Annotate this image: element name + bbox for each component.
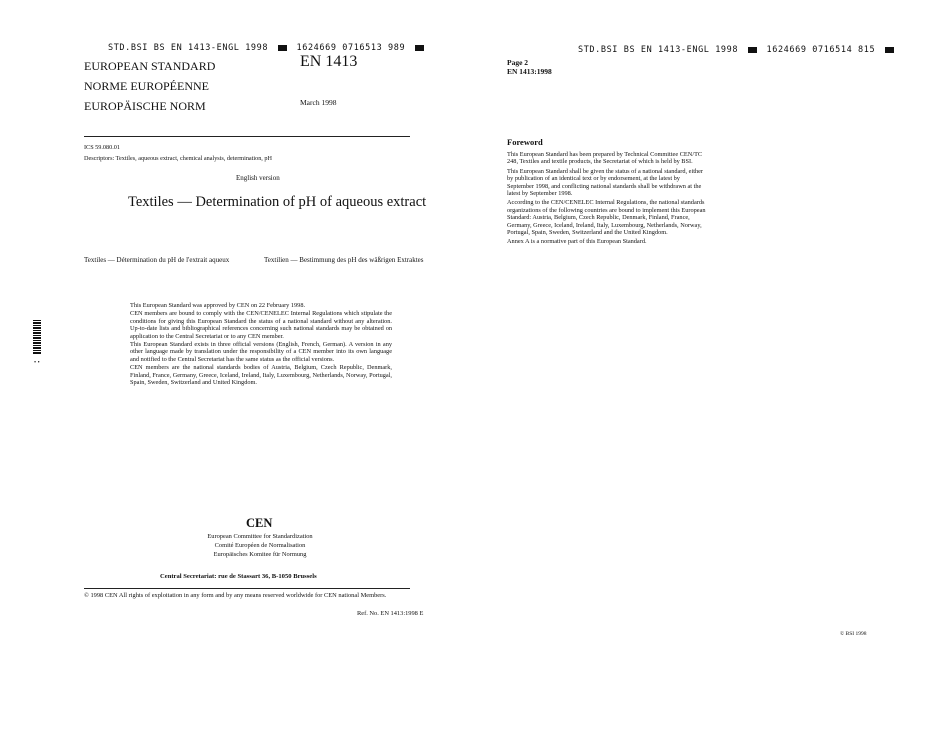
left-header-line (108, 43, 428, 53)
cen-logo: CEN (246, 516, 273, 530)
barcode-icon (33, 320, 41, 354)
document-reference: EN 1413:1998 (507, 67, 552, 76)
foreword-paragraph: According to the CEN/CENELEC Internal Regulations, the national standards organizations of the following countries are bound to implement this European Standard: Austria, Belgium, Czech Republic, Denmark, Finland, France, Germany, Greece, Iceland, Ireland, Italy, Luxembourg, Netherlands, Norway, Portugal, Spain, Sweden, Switzerland and the United Kingdom. (507, 199, 706, 237)
main-title: Textiles — Determination of pH of aqueous extract (128, 194, 427, 210)
barcode-block-icon (415, 45, 424, 51)
standard-number: EN 1413 (300, 53, 358, 70)
barcode-block-icon (278, 45, 287, 51)
barcode-block-icon (885, 47, 894, 53)
foreword-title: Foreword (507, 137, 543, 147)
left-header-code: STD.BSI BS EN 1413-ENGL 1998 (108, 43, 269, 53)
title-french: NORME EUROPÉENNE (84, 79, 209, 93)
french-title: Textiles — Détermination du pH de l'extrait aqueux (84, 256, 230, 264)
german-title: Textilien — Bestimmung des pH des wäßrigen Extraktes (264, 256, 424, 264)
publication-date: March 1998 (300, 98, 337, 107)
right-header-code: STD.BSI BS EN 1413-ENGL 1998 (578, 45, 739, 55)
reference-number: Ref. No. EN 1413:1998 E (357, 610, 424, 617)
ics-code: ICS 59.080.01 (84, 144, 120, 151)
secretariat-address: Central Secretariat: rue de Stassart 36, B-1050 Brussels (160, 573, 317, 580)
compliance-paragraph: CEN members are bound to comply with the CEN/CENELEC Internal Regulations which stipulate the conditions for giving this European Standard the status of a national standard without any alteration. Up-to-date lists and bibliographical references concerning such national standards may be obtained on application to the Central Secretariat or to any CEN member. (130, 310, 392, 340)
right-header-line (578, 45, 898, 55)
right-header-number: 1624669 0716514 815 (766, 45, 876, 55)
committee-name-english: European Committee for Standardization (207, 533, 313, 540)
descriptors: Descriptors: Textiles, aqueous extract, chemical analysis, determination, pH (84, 155, 272, 162)
page-heading (507, 58, 552, 76)
approval-paragraph: This European Standard was approved by CEN on 22 February 1998. (130, 302, 306, 309)
standard-titles (84, 56, 215, 116)
approval-text (130, 302, 392, 387)
margin-mark: • • (34, 360, 40, 366)
divider-rule (84, 136, 410, 137)
version-label: English version (236, 174, 280, 182)
title-english: EUROPEAN STANDARD (84, 59, 216, 73)
versions-paragraph: This European Standard exists in three official versions (English, French, German). A version in any other language made by translation under the responsibility of a CEN member into its own language and notified to the Central Secretariat has the same status as the official versions. (130, 341, 392, 363)
members-paragraph: CEN members are the national standards bodies of Austria, Belgium, Czech Republic, Denmark, Finland, France, Germany, Greece, Iceland, Ireland, Italy, Luxembourg, Netherlands, Norway, Portugal, Spain, Sweden, Switzerland and United Kingdom. (130, 364, 392, 387)
committee-name-french: Comité Européen de Normalisation (214, 542, 306, 549)
left-header-number: 1624669 0716513 989 (296, 43, 406, 53)
footer-rule (84, 588, 410, 589)
committee-names (160, 532, 360, 559)
committee-name-german: Europäisches Komitee für Normung (213, 551, 307, 558)
foreword-paragraph: This European Standard has been prepared by Technical Committee CEN/TC 248, Textiles and textile products, the Secretariat of which is held by BSI. (507, 151, 703, 166)
copyright-notice: © 1998 CEN All rights of exploitation in any form and by any means reserved worldwide for CEN national Members. (84, 592, 387, 599)
barcode-block-icon (748, 47, 757, 53)
foreword-paragraph: Annex A is a normative part of this European Standard. (507, 238, 647, 246)
page-number: Page 2 (507, 58, 529, 67)
foreword-paragraph: This European Standard shall be given the status of a national standard, either by publication of an identical text or by endorsement, at the latest by September 1998, and conflicting national standards shall be withdrawn at the latest by September 1998. (507, 167, 704, 198)
title-german: EUROPÄISCHE NORM (84, 99, 206, 113)
footer-copyright: © BSI 1998 (840, 631, 867, 637)
foreword-body (507, 151, 707, 248)
